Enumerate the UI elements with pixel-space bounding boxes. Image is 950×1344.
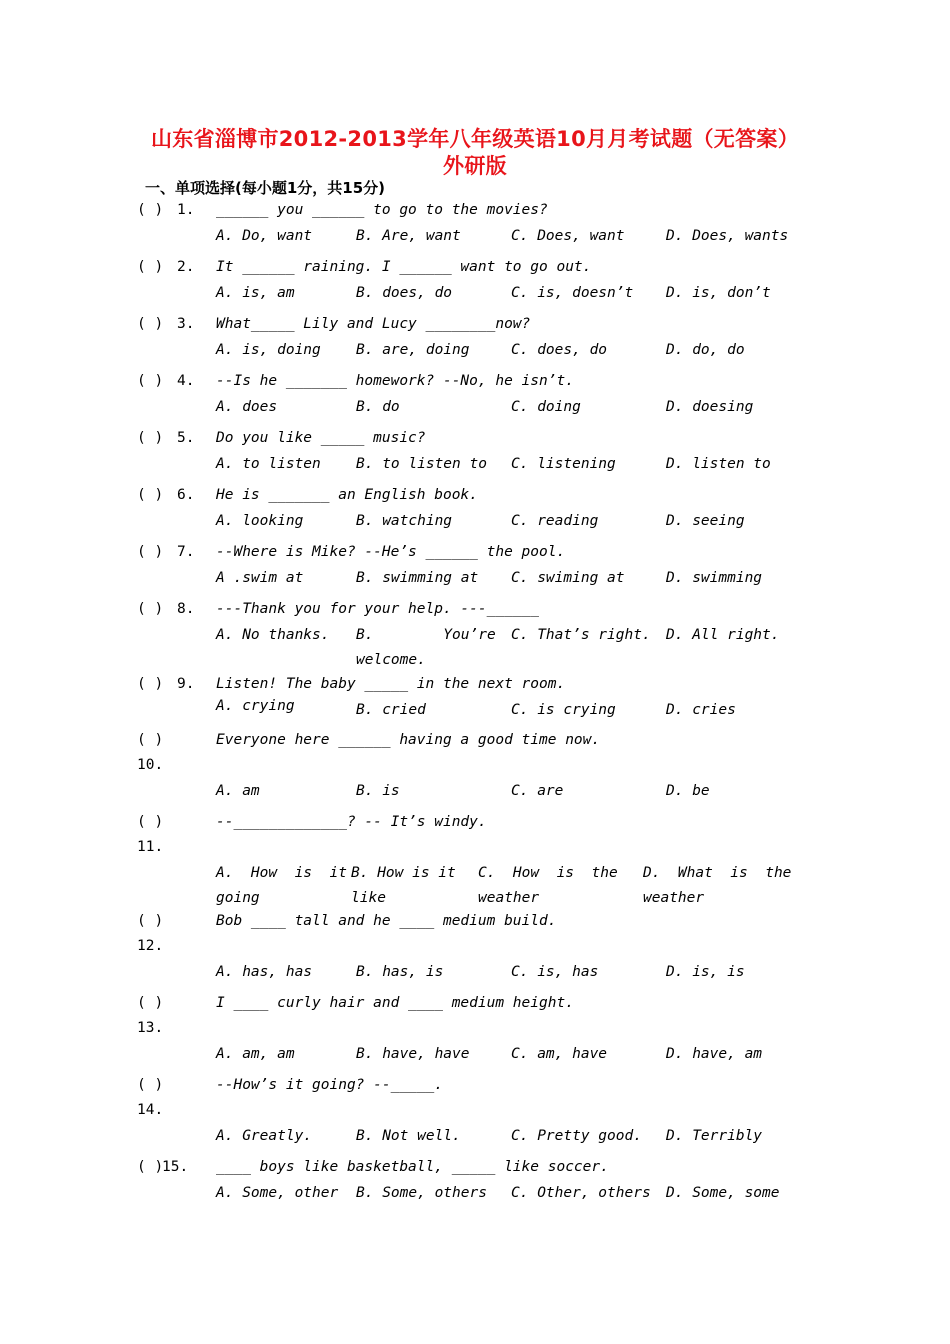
question-number: 8.	[177, 601, 195, 617]
option-c: C. swiming at	[511, 570, 625, 586]
question-number: 10.	[137, 757, 164, 773]
option-c: C. How is the	[478, 865, 618, 881]
question-stem: --Is he _______ homework? --No, he isn’t.	[216, 373, 574, 389]
question-stem: Listen! The baby _____ in the next room.	[216, 676, 566, 692]
option-b: B. do	[356, 399, 400, 415]
option-b-continued: like	[351, 890, 386, 906]
option-a: A .swim at	[216, 570, 304, 586]
option-c: C. is, doesn’t	[511, 285, 634, 301]
option-c: C. That’s right.	[511, 627, 651, 643]
question-number: 1.	[177, 202, 195, 218]
option-d: D. do, do	[666, 342, 745, 358]
option-a: A. has, has	[216, 964, 313, 980]
answer-bracket[interactable]: ( )	[137, 601, 164, 617]
option-d: D. Some, some	[666, 1185, 780, 1201]
option-d: D. Does, wants	[666, 228, 789, 244]
option-b: B. is	[356, 783, 400, 799]
option-a: A. Greatly.	[216, 1128, 313, 1144]
option-d: D. listen to	[666, 456, 771, 472]
question-stem: ______ you ______ to go to the movies?	[216, 202, 548, 218]
option-d-continued: weather	[643, 890, 705, 906]
answer-bracket[interactable]: ( )	[137, 913, 164, 929]
question-number: 6.	[177, 487, 195, 503]
option-b: B. Are, want	[356, 228, 461, 244]
question-stem: --Where is Mike? --He’s ______ the pool.	[216, 544, 566, 560]
option-a: A. Do, want	[216, 228, 313, 244]
option-a: A. am, am	[216, 1046, 295, 1062]
question-stem: --How’s it going? --_____.	[216, 1077, 443, 1093]
option-d: D. seeing	[666, 513, 745, 529]
question-stem: Bob ____ tall and he ____ medium build.	[216, 913, 557, 929]
question-number: 15.	[162, 1159, 189, 1175]
option-b: B. are, doing	[356, 342, 470, 358]
option-a: A. is, am	[216, 285, 295, 301]
option-b: B. swimming at	[356, 570, 479, 586]
question-stem: He is _______ an English book.	[216, 487, 478, 503]
option-a: A. How is it	[216, 865, 347, 881]
option-c: C. doing	[511, 399, 581, 415]
option-b: B. has, is	[356, 964, 444, 980]
question-number: 4.	[177, 373, 195, 389]
option-c-continued: weather	[478, 890, 540, 906]
option-d: D. have, am	[666, 1046, 763, 1062]
option-c: C. Does, want	[511, 228, 625, 244]
option-a-continued: going	[216, 890, 260, 906]
option-d: D. be	[666, 783, 710, 799]
option-a: A. am	[216, 783, 260, 799]
answer-bracket[interactable]: ( )	[137, 373, 164, 389]
question-stem: ____ boys like basketball, _____ like soccer.	[216, 1159, 609, 1175]
option-b: B. Some, others	[356, 1185, 487, 1201]
option-b: B. does, do	[356, 285, 453, 301]
option-c: C. are	[511, 783, 564, 799]
option-b: B. Not well.	[356, 1128, 461, 1144]
question-stem: --_____________? -- It’s windy.	[216, 814, 487, 830]
option-b: B. cried	[356, 702, 426, 718]
answer-bracket[interactable]: ( )	[137, 995, 164, 1011]
question-number: 11.	[137, 839, 164, 855]
option-a: A. No thanks.	[216, 627, 330, 643]
option-c: C. does, do	[511, 342, 608, 358]
option-c: C. listening	[511, 456, 616, 472]
option-a: A. to listen	[216, 456, 321, 472]
option-a: A. crying	[216, 698, 295, 714]
option-d: D. is, is	[666, 964, 745, 980]
question-number: 9.	[177, 676, 195, 692]
option-c: C. Other, others	[511, 1185, 651, 1201]
option-b-continued: welcome.	[356, 652, 426, 668]
section-heading: 一、单项选择(每小题1分，共15分)	[145, 179, 386, 197]
option-d: D. is, don’t	[666, 285, 771, 301]
option-d: D. swimming	[666, 570, 763, 586]
option-c: C. reading	[511, 513, 599, 529]
answer-bracket[interactable]: ( )	[137, 544, 164, 560]
question-stem: Do you like _____ music?	[216, 430, 426, 446]
option-b: B. How is it	[351, 865, 456, 881]
question-stem: It ______ raining. I ______ want to go out.	[216, 259, 592, 275]
question-number: 5.	[177, 430, 195, 446]
option-a: A. Some, other	[216, 1185, 339, 1201]
option-d: D. cries	[666, 702, 736, 718]
question-number: 13.	[137, 1020, 164, 1036]
option-c: C. Pretty good.	[511, 1128, 642, 1144]
option-a: A. does	[216, 399, 278, 415]
option-b: B. You’re	[356, 627, 496, 643]
answer-bracket[interactable]: ( )	[137, 316, 164, 332]
answer-bracket[interactable]: ( )	[137, 676, 164, 692]
question-number: 12.	[137, 938, 164, 954]
answer-bracket[interactable]: ( )	[137, 430, 164, 446]
question-number: 2.	[177, 259, 195, 275]
option-c: C. is, has	[511, 964, 599, 980]
answer-bracket[interactable]: ( )	[137, 732, 164, 748]
option-c: C. am, have	[511, 1046, 608, 1062]
option-d: D. Terribly	[666, 1128, 763, 1144]
option-b: B. to listen to	[356, 456, 487, 472]
answer-bracket[interactable]: ( )	[137, 487, 164, 503]
question-stem: Everyone here ______ having a good time now.	[216, 732, 601, 748]
answer-bracket[interactable]: ( )	[137, 259, 164, 275]
option-a: A. is, doing	[216, 342, 321, 358]
option-b: B. watching	[356, 513, 453, 529]
question-number: 3.	[177, 316, 195, 332]
question-stem: What_____ Lily and Lucy ________now?	[216, 316, 531, 332]
option-d: D. All right.	[666, 627, 780, 643]
question-number: 7.	[177, 544, 195, 560]
answer-bracket[interactable]: ( )	[137, 814, 164, 830]
question-stem: I ____ curly hair and ____ medium height.	[216, 995, 574, 1011]
question-number: 14.	[137, 1102, 164, 1118]
option-c: C. is crying	[511, 702, 616, 718]
answer-bracket[interactable]: ( )	[137, 1077, 164, 1093]
option-a: A. looking	[216, 513, 304, 529]
answer-bracket[interactable]: ( )	[137, 1159, 164, 1175]
option-d: D. doesing	[666, 399, 754, 415]
page-title: 山东省淄博市2012-2013学年八年级英语10月月考试题（无答案）	[150, 127, 800, 151]
question-stem: ---Thank you for your help. ---______	[216, 601, 540, 617]
option-b: B. have, have	[356, 1046, 470, 1062]
page-subtitle: 外研版	[443, 154, 507, 178]
answer-bracket[interactable]: ( )	[137, 202, 164, 218]
option-d: D. What is the	[643, 865, 792, 881]
